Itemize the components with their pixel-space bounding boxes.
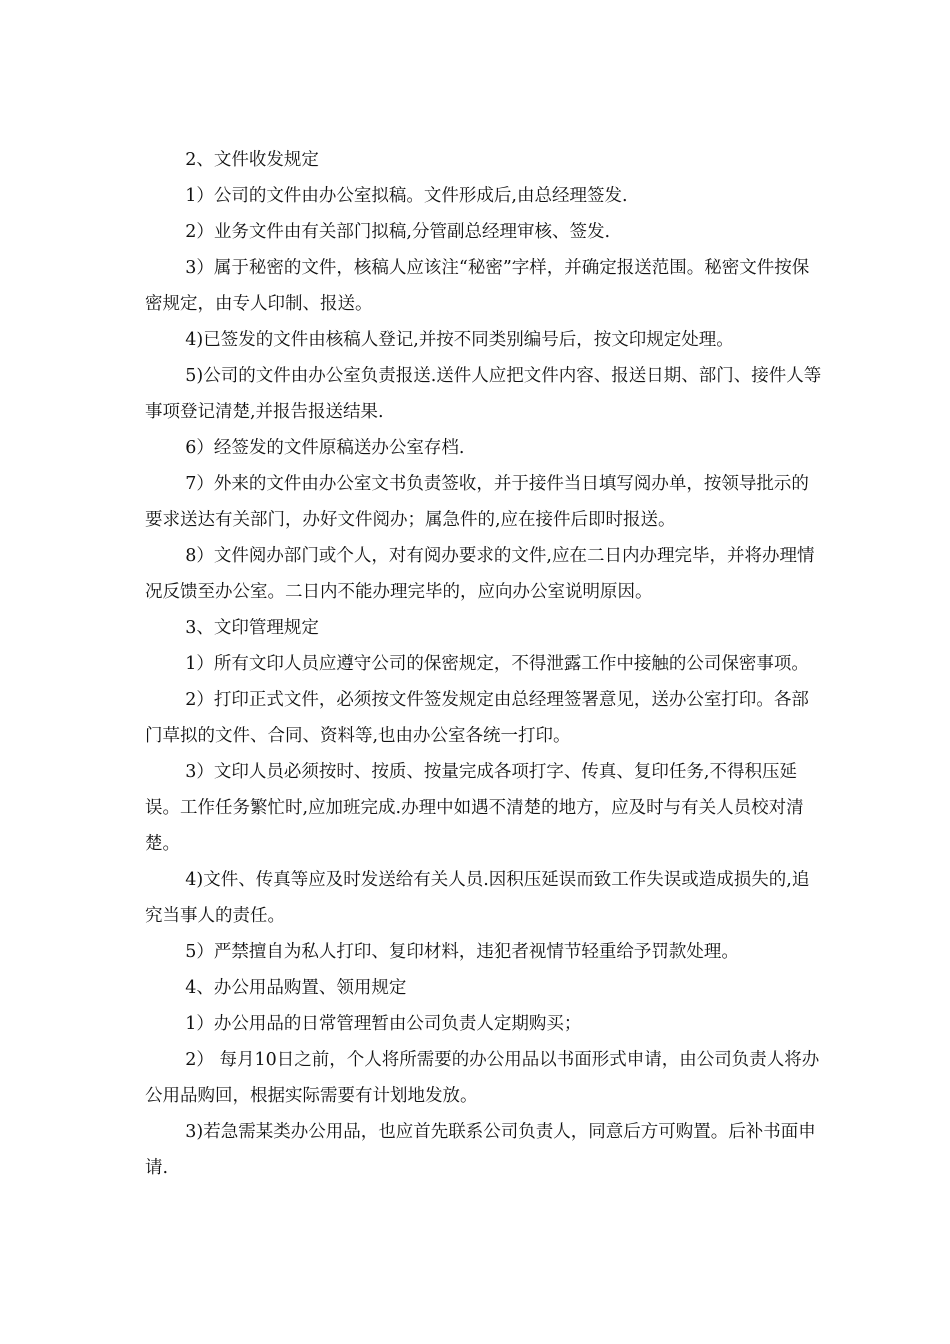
paragraph: 8）文件阅办部门或个人，对有阅办要求的文件,应在二日内办理完毕，并将办理情况反馈至办公室。二日内不能办理完毕的，应向办公室说明原因。 (145, 546, 815, 602)
paragraph: 1）公司的文件由办公室拟稿。文件形成后,由总经理签发. (185, 186, 628, 206)
paragraph: 1）办公用品的日常管理暂由公司负责人定期购买； (185, 1014, 582, 1034)
section-heading: 4、办公用品购置、领用规定 (185, 978, 407, 998)
paragraph: 2）业务文件由有关部门拟稿,分管副总经理审核、签发. (185, 222, 611, 242)
section-heading: 2、文件收发规定 (185, 150, 319, 170)
paragraph: 3）属于秘密的文件，核稿人应该注“秘密”字样，并确定报送范围。秘密文件按保密规定，由专人印制、报送。 (145, 258, 810, 314)
paragraph: 5）严禁擅自为私人打印、复印材料，违犯者视情节轻重给予罚款处理。 (185, 942, 739, 962)
paragraph: 7）外来的文件由办公室文书负责签收，并于接件当日填写阅办单，按领导批示的要求送达有关部门，办好文件阅办；属急件的,应在接件后即时报送。 (145, 474, 809, 530)
paragraph: 4)已签发的文件由核稿人登记,并按不同类别编号后，按文印规定处理。 (185, 330, 734, 350)
paragraph: 2）打印正式文件，必须按文件签发规定由总经理签署意见，送办公室打印。各部门草拟的文件、合同、资料等,也由办公室各统一打印。 (145, 690, 809, 746)
paragraph: 3)若急需某类办公用品，也应首先联系公司负责人，同意后方可购置。后补书面申请. (145, 1122, 816, 1178)
paragraph: 6）经签发的文件原稿送办公室存档. (185, 438, 465, 458)
paragraph: 2） 每月10日之前，个人将所需要的办公用品以书面形式申请，由公司负责人将办公用品购回，根据实际需要有计划地发放。 (145, 1050, 820, 1106)
paragraph: 1）所有文印人员应遵守公司的保密规定，不得泄露工作中接触的公司保密事项。 (185, 654, 809, 674)
paragraph: 3）文印人员必须按时、按质、按量完成各项打字、传真、复印任务,不得积压延误。工作任务繁忙时,应加班完成.办理中如遇不清楚的地方，应及时与有关人员校对清楚。 (145, 762, 804, 854)
paragraph: 5)公司的文件由办公室负责报送.送件人应把文件内容、报送日期、部门、接件人等事项登记清楚,并报告报送结果. (145, 366, 822, 422)
paragraph: 4)文件、传真等应及时发送给有关人员.因积压延误而致工作失误或造成损失的,追究当事人的责任。 (145, 870, 810, 926)
section-heading: 3、文印管理规定 (185, 618, 319, 638)
document-body (145, 142, 825, 1186)
